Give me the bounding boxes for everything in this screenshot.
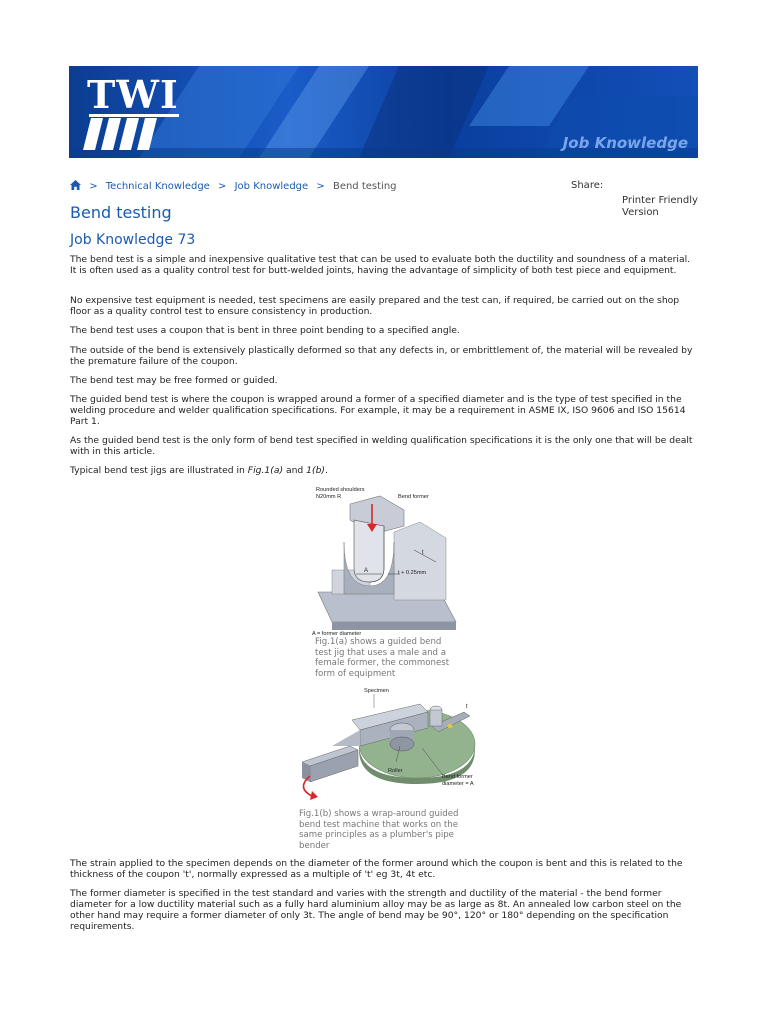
fig-1b-label-diameter: diameter = A [442,781,474,787]
breadcrumb-separator: > [218,181,227,192]
fig-1a-label-former: Bend former [398,494,429,500]
paragraph: The outside of the bend is extensively plastically deformed so that any defects in, or embrittlement of, the material will be revealed by the premature failure of the coupon. [70,345,693,367]
jigs-text-mid: and [283,465,307,476]
paragraph: No expensive test equipment is needed, test specimens are easily prepared and the test can, if required, be carried out on the shop floor as a quality control test to ensure consistency in production. [70,295,680,317]
twi-logo[interactable]: TWI [87,72,179,117]
page-subtitle: Job Knowledge 73 [70,232,196,248]
header-banner [69,66,698,158]
fig-1a-legend: A = former diameter [312,631,362,637]
home-icon[interactable] [70,180,81,190]
breadcrumb-technical-knowledge[interactable]: Technical Knowledge [105,181,210,192]
paragraph: The bend test may be free formed or guided. [70,375,278,386]
fig-1a-label-radius: N20mm R [316,494,342,500]
fig-1b-caption: Fig.1(b) shows a wrap-around guided bend test machine that works on the same principles as a plumber's pipe bender [299,809,459,851]
job-knowledge-tag: Job Knowledge [562,134,688,152]
fig-1b-label-former: Bend former [442,774,473,780]
paragraph: As the guided bend test is the only form of bend test specified in welding qualification specifications it is the only one that will be dealt with in this article. [70,435,693,457]
fig-1a-label-shoulders: Rounded shoulders [316,487,365,493]
printer-friendly-link[interactable]: Printer Friendly Version [622,195,698,218]
fig-1b-ref: 1(b) [306,465,326,476]
fig-1a-ref: Fig.1(a) [247,465,284,476]
fig-1b-label-t: t [466,704,468,710]
breadcrumb [70,180,397,192]
paragraph: The former diameter is specified in the test standard and varies with the strength and ductility of the material - the bend former diameter for a low ductility material such as a fully hard aluminium alloy may be as large as 8t. An annealed low carbon steel on the other hand may require a former diameter of only 3t. The angle of bend may be 90°, 120° or 180° depending on the specification requirements. [70,888,682,932]
breadcrumb-separator: > [316,181,325,192]
fig-1a-label-a: A [364,568,369,574]
fig-1a-label-gap: t + 0.25mm [398,570,427,576]
fig-1b-label-roller: Roller [388,768,403,774]
fig-1a-guided-bend-jig [310,482,460,638]
fig-1a-label-t: t [422,550,424,556]
fig-1a-caption: Fig.1(a) shows a guided bend test jig that uses a male and a female former, the commonest form of equipment [315,637,450,679]
jigs-text-end: . [325,465,328,476]
paragraph: The guided bend test is where the coupon is wrapped around a former of a specified diameter and is the type of test specified in the welding procedure and welder qualification specifications. For example, it may be a requirement in ASME IX, ISO 9606 and ISO 15614 Part 1. [70,394,686,427]
breadcrumb-separator: > [89,181,98,192]
paragraph: The bend test uses a coupon that is bent in three point bending to a specified angle. [70,325,460,336]
breadcrumb-job-knowledge[interactable]: Job Knowledge [234,181,309,192]
fig-1b-label-specimen: Specimen [364,688,389,694]
fig-1b-wrap-around-bend-machine [292,684,487,808]
jigs-text: Typical bend test jigs are illustrated in [70,465,248,476]
page-title: Bend testing [70,203,172,222]
share-label: Share: [571,180,604,191]
paragraph-jigs [70,465,698,476]
paragraph: The strain applied to the specimen depends on the diameter of the former around which the coupon is bent and this is related to the thickness of the coupon 't', normally expressed as a multiple of 't' eg 3t, 4t etc. [70,858,683,880]
breadcrumb-current: Bend testing [332,181,397,192]
paragraph: The bend test is a simple and inexpensive qualitative test that can be used to evaluate both the ductility and soundness of a material. It is often used as a quality control test for butt-welded joints, having the advantage of simplicity of both test piece and equipment. [70,254,691,276]
